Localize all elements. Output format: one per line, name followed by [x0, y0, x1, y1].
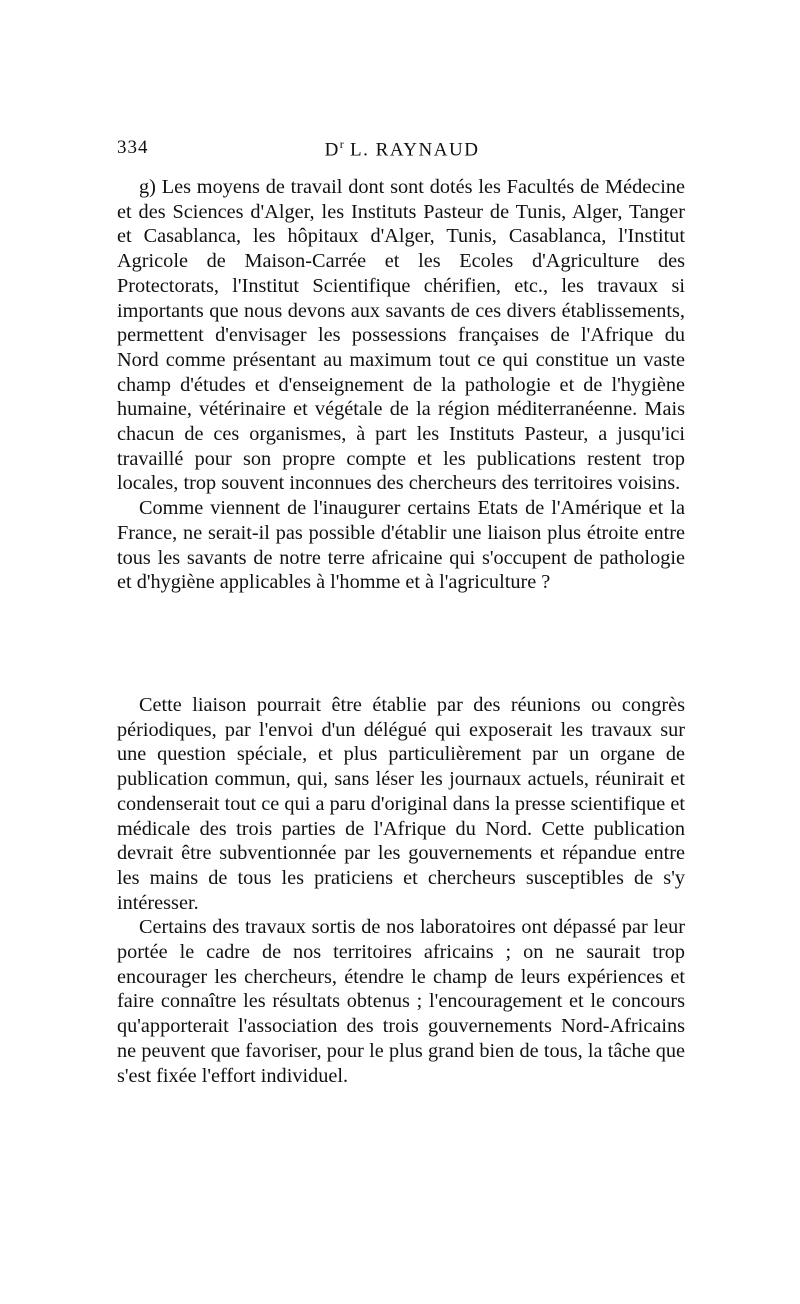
paragraph-publication: Cette liaison pourrait être établie par des réunions ou congrès périodiques, par l'envoi d'un délégué qui exposerait les travaux sur une question spéciale, et plus particulièrement par un organe de publication commun, qui, sans léser les journaux actuels, réunirait et condenserait tout ce qui a paru d'original dans la presse scientifique et médicale des trois parties de l'Afrique du Nord. Cette publication devrait être subventionnée par les gouvernements et répandue entre les mains de tous les praticiens et chercheurs susceptibles de s'y intéresser. [117, 694, 685, 914]
author-prefix: D [324, 139, 340, 161]
text-block-first [117, 175, 685, 595]
page-header [117, 137, 687, 161]
paragraph-g: g) Les moyens de travail dont sont dotés les Facultés de Médecine et des Sciences d'Alger, les Instituts Pasteur de Tunis, Alger, Tanger et Casablanca, les hôpitaux d'Alger, Tunis, Casablanca, l'Institut Agricole de Maison-Carrée et les Ecoles d'Agriculture des Protectorats, l'Institut Scientifique chérifien, etc., les travaux si importants que nous devons aux savants de ces divers établissements, permettent d'envisager les possessions françaises de l'Afrique du Nord comme présentant au maximum tout ce qui constitue un vaste champ d'études et d'enseignement de la pathologie et de l'hygiène humaine, vétérinaire et végétale de la région méditerranéenne. Mais chacun de ces organismes, à part les Instituts Pasteur, a jusqu'ici travaillé pour son propre compte et les publications restent trop locales, trop souvent inconnues des chercheurs des territoires voisins. [117, 176, 685, 495]
page-number: 334 [117, 137, 149, 158]
author-prefix-superscript: r [339, 137, 344, 151]
running-head [117, 137, 687, 161]
author-name: L. RAYNAUD [343, 139, 480, 161]
paragraph-liaison-question: Comme viennent de l'inaugurer certains Etats de l'Amérique et la France, ne serait-il pas possible d'établir une liaison plus étroite entre tous les savants de notre terre africaine qui s'occupent de pathologie et d'hygiène applicables à l'homme et à l'agriculture ? [117, 497, 685, 594]
text-block-second [117, 693, 685, 1088]
paragraph-encouragement: Certains des travaux sortis de nos laboratoires ont dépassé par leur portée le cadre de nos territoires africains ; on ne saurait trop encourager les chercheurs, étendre le champ de leurs expériences et faire connaître les résultats obtenus ; l'encouragement et le concours qu'apporterait l'association des trois gouvernements Nord-Africains ne peuvent que favoriser, pour le plus grand bien de tous, la tâche que s'est fixée l'effort individuel. [117, 916, 685, 1087]
